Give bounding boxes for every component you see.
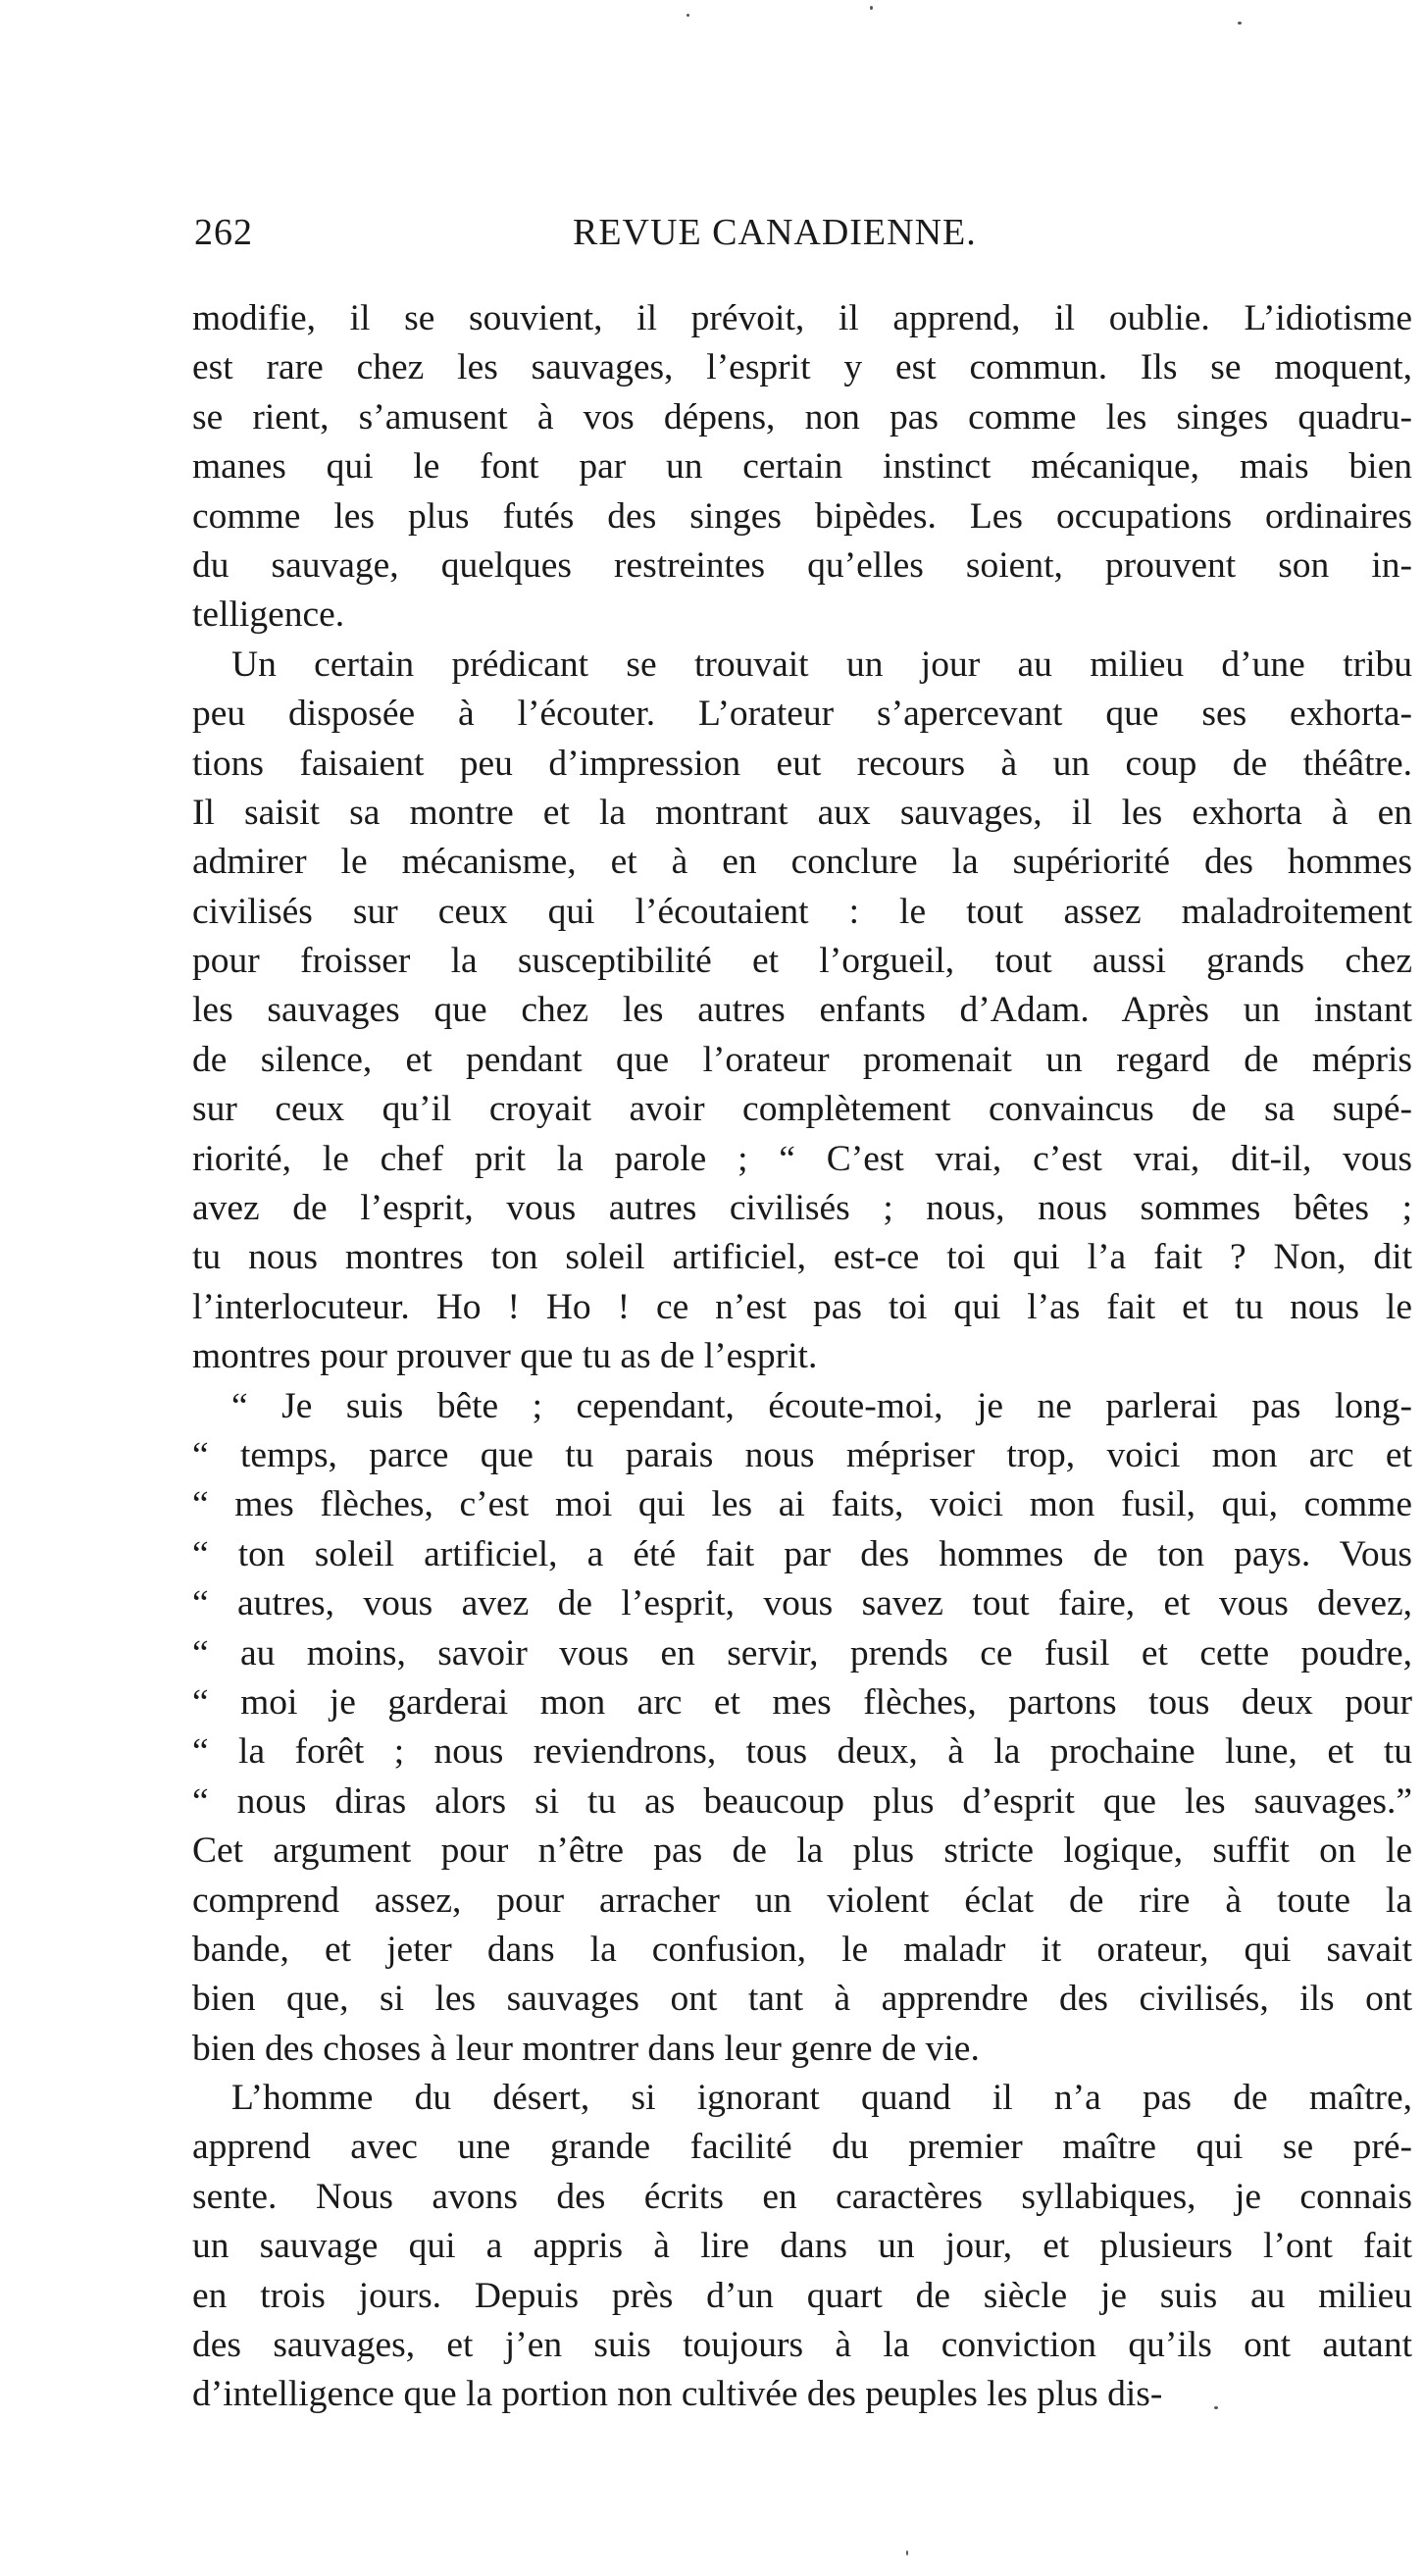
text-line: “ ton soleil artificiel, a été fait par des hommes de ton pays. Vous (192, 1533, 1412, 1574)
scan-speck (687, 14, 689, 17)
text-line: “ temps, parce que tu parais nous mépriser trop, voici mon arc et (192, 1434, 1412, 1475)
text-line: “ moi je garderai mon arc et mes flèches, partons tous deux pour (192, 1681, 1412, 1723)
text-line: sente. Nous avons des écrits en caractères syllabiques, je connais (192, 2176, 1412, 2217)
scan-speck (1214, 2406, 1218, 2409)
text-line: avez de l’esprit, vous autres civilisés ; nous, nous sommes bêtes ; (192, 1188, 1412, 1229)
text-line: Il saisit sa montre et la montrant aux sauvages, il les exhorta à en (192, 792, 1412, 833)
text-line: est rare chez les sauvages, l’esprit y est commun. Ils se moquent, (192, 347, 1412, 388)
text-line: bien que, si les sauvages ont tant à apprendre des civilisés, ils ont (192, 1979, 1412, 2020)
text-line: comme les plus futés des singes bipèdes. Les occupations ordinaires (192, 495, 1412, 537)
text-line: “ Je suis bête ; cependant, écoute-moi, je ne parlerai pas long- (231, 1385, 1412, 1426)
text-line: des sauvages, et j’en suis toujours à la conviction qu’ils ont autant (192, 2325, 1412, 2366)
text-line: peu disposée à l’écouter. L’orateur s’apercevant que ses exhorta- (192, 694, 1412, 735)
text-line: “ nous diras alors si tu as beaucoup plus d’esprit que les sauvages.” (192, 1780, 1412, 1822)
text-line: montres pour prouver que tu as de l’esprit. (192, 1336, 818, 1377)
body-text (192, 294, 1412, 2420)
text-line: pour froisser la susceptibilité et l’orgueil, tout aussi grands chez (192, 941, 1412, 982)
text-line: modifie, il se souvient, il prévoit, il apprend, il oublie. L’idiotisme (192, 298, 1412, 338)
text-line: du sauvage, quelques restreintes qu’elles soient, prouvent son in- (192, 544, 1412, 586)
text-line: un sauvage qui a appris à lire dans un jour, et plusieurs l’ont fait (192, 2226, 1412, 2267)
text-line: en trois jours. Depuis près d’un quart de siècle je suis au milieu (192, 2275, 1412, 2316)
text-line: telligence. (192, 594, 345, 636)
text-line: Un certain prédicant se trouvait un jour au milieu d’une tribu (231, 644, 1412, 685)
page-header (194, 211, 1410, 270)
text-line: L’homme du désert, si ignorant quand il n’a pas de maître, (231, 2078, 1412, 2119)
text-line: “ la forêt ; nous reviendrons, tous deux, à la prochaine lune, et tu (192, 1731, 1412, 1773)
text-line: comprend assez, pour arracher un violent éclat de rire à toute la (192, 1880, 1412, 1921)
scan-speck (906, 2550, 908, 2555)
text-line: “ mes flèches, c’est moi qui les ai faits, voici mon fusil, qui, comme (192, 1484, 1412, 1525)
text-line: “ au moins, savoir vous en servir, prends ce fusil et cette poudre, (192, 1632, 1412, 1674)
paragraph (192, 2074, 1412, 2420)
scan-speck (870, 6, 873, 10)
text-line: d’intelligence que la portion non cultivée des peuples les plus dis- (192, 2374, 1163, 2415)
paragraph (192, 641, 1412, 1382)
text-line: de silence, et pendant que l’orateur promenait un regard de mépris (192, 1039, 1412, 1080)
text-line: Cet argument pour n’être pas de la plus stricte logique, suffit on le (192, 1830, 1412, 1872)
text-line: les sauvages que chez les autres enfants d’Adam. Après un instant (192, 990, 1412, 1031)
text-line: se rient, s’amusent à vos dépens, non pas comme les singes quadru- (192, 396, 1412, 438)
paragraph (192, 1382, 1412, 2074)
running-title: REVUE CANADIENNE. (573, 212, 977, 253)
text-line: apprend avec une grande facilité du premier maître qui se pré- (192, 2127, 1412, 2168)
text-line: l’interlocuteur. Ho ! Ho ! ce n’est pas toi qui l’as fait et tu nous le (192, 1286, 1412, 1327)
text-line: manes qui le font par un certain instinct mécanique, mais bien (192, 446, 1412, 488)
text-line: tu nous montres ton soleil artificiel, est-ce toi qui l’a fait ? Non, dit (192, 1237, 1412, 1278)
paragraph (192, 294, 1412, 641)
text-line: bande, et jeter dans la confusion, le maladr it orateur, qui savait (192, 1929, 1412, 1970)
text-line: sur ceux qu’il croyait avoir complètement convaincus de sa supé- (192, 1089, 1412, 1130)
page-number: 262 (194, 212, 253, 253)
scan-speck (1238, 22, 1242, 25)
text-line: admirer le mécanisme, et à en conclure la supériorité des hommes (192, 842, 1412, 883)
text-line: bien des choses à leur montrer dans leur genre de vie. (192, 2028, 980, 2069)
text-line: “ autres, vous avez de l’esprit, vous savez tout faire, et vous devez, (192, 1583, 1412, 1624)
text-line: riorité, le chef prit la parole ; “ C’est vrai, c’est vrai, dit-il, vous (192, 1138, 1412, 1179)
text-line: civilisés sur ceux qui l’écoutaient : le tout assez maladroitement (192, 891, 1412, 932)
text-line: tions faisaient peu d’impression eut recours à un coup de théâtre. (192, 743, 1412, 784)
